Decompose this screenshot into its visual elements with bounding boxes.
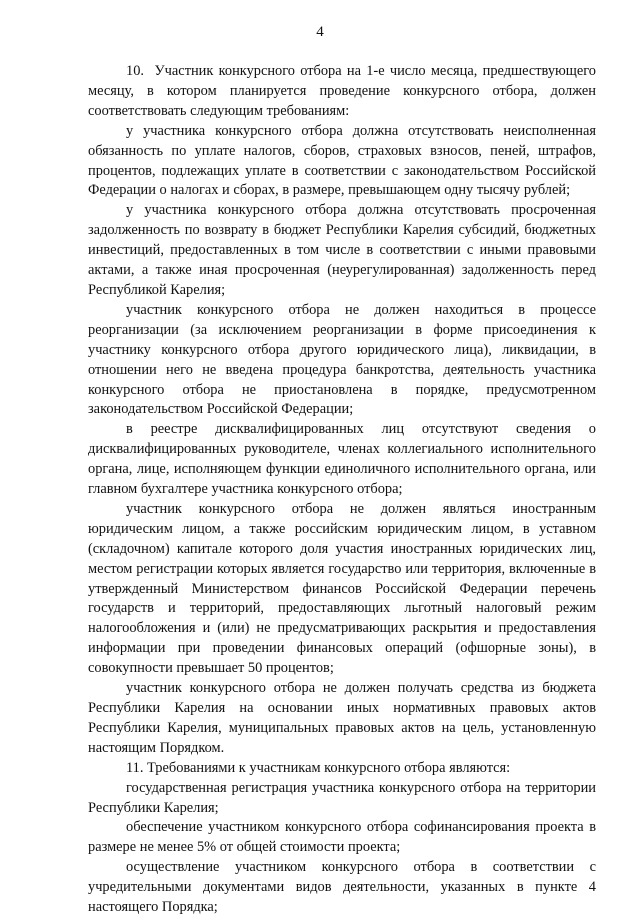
paragraph-state-registration: государственная регистрация участника конкурсного отбора на территории Республики Карелия;: [88, 779, 596, 816]
document-body: [88, 62, 596, 918]
paragraph-disqualified-registry: в реестре дисквалифицированных лиц отсутствуют сведения о дисквалифицированных руководителе, членах коллегиального исполнительного органа, лице, исполняющем функции единоличного исполнительного органа, или главном бухгалтере участника конкурсного отбора;: [88, 421, 596, 498]
paragraph-reorganization: участник конкурсного отбора не должен находиться в процессе реорганизации (за исключением реорганизации в форме присоединения к участнику конкурсного отбора другого юридического лица), ликвидации, в отношении него не введена процедура банкротства, деятельность участника конкурсного отбора не приостановлена в порядке, предусмотренном законодательством Российской Федерации;: [88, 301, 596, 418]
paragraph-tax-debt: у участника конкурсного отбора должна отсутствовать неисполненная обязанность по уплате налогов, сборов, страховых взносов, пеней, штрафов, процентов, подлежащих уплате в соответствии с законодательством Российской Федерации о налогах и сборах, в размере, превышающем одну тысячу рублей;: [88, 122, 596, 199]
paragraph-cofinancing: обеспечение участником конкурсного отбора софинансирования проекта в размере не менее 5% от общей стоимости проекта;: [88, 819, 596, 856]
paragraph-other-funds: участник конкурсного отбора не должен получать средства из бюджета Республики Карелия на основании иных нормативных правовых актов Республики Карелия, муниципальных правовых актов на цель, установленную настоящим Порядком.: [88, 680, 596, 756]
paragraph-activities: осуществление участником конкурсного отбора в соответствии с учредительными документами видов деятельности, указанных в пункте 4 настоящего Порядка;: [88, 859, 596, 916]
paragraph-10-intro: 10. Участник конкурсного отбора на 1-е число месяца, предшествующего месяцу, в котором планируется проведение конкурсного отбора, должен соответствовать следующим требованиям:: [88, 63, 596, 119]
page-number: 4: [316, 24, 324, 40]
paragraph-11-intro: 11. Требованиями к участникам конкурсного отбора являются:: [126, 759, 511, 776]
paragraph-overdue-debt: у участника конкурсного отбора должна отсутствовать просроченная задолженность по возврату в бюджет Республики Карелия субсидий, бюджетных инвестиций, предоставленных в том числе в соответствии с иными правовыми актами, а также иная просроченная (неурегулированная) задолженность перед Республикой Карелия;: [88, 202, 596, 298]
paragraph-foreign-entity: участник конкурсного отбора не должен являться иностранным юридическим лицом, а также российским юридическим лицом, в уставном (складочном) капитале которого доля участия иностранных юридических лиц, местом регистрации которых является государство или территория, включенные в утвержденный Министерством финансов Российской Федерации перечень государств и территорий, предоставляющих льготный налоговый режим налогообложения и (или) не предусматривающих раскрытия и предоставления информации при проведении финансовых операций (офшорные зоны), в совокупности превышает 50 процентов;: [88, 500, 596, 677]
